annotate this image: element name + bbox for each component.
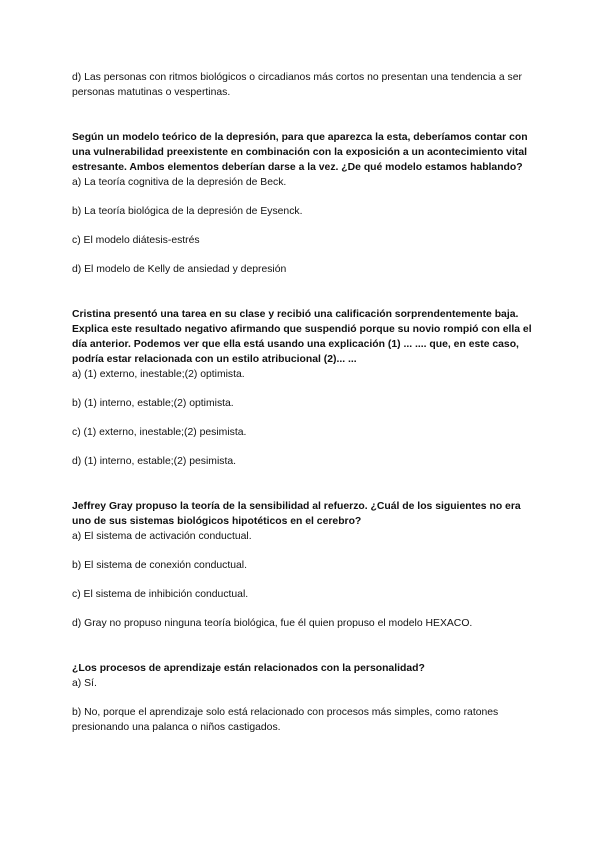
question-3-option-d: d) Gray no propuso ninguna teoría biológica, fue él quien propuso el modelo HEXACO. [72, 618, 473, 629]
question-2 [72, 307, 542, 469]
question-1 [72, 130, 542, 277]
question-1-option-c: c) El modelo diátesis-estrés [72, 235, 200, 246]
question-1-option-d: d) El modelo de Kelly de ansiedad y depresión [72, 264, 287, 275]
question-3-option-b: b) El sistema de conexión conductual. [72, 560, 248, 571]
question-4-prompt: ¿Los procesos de aprendizaje están relacionados con la personalidad? [72, 663, 425, 674]
question-2-option-a: a) (1) externo, inestable;(2) optimista. [72, 369, 245, 380]
question-4-option-b: b) No, porque el aprendizaje solo está relacionado con procesos más simples, como ratones presionando una palanca o niños castigados. [72, 707, 499, 733]
question-4 [72, 661, 542, 735]
intro-option-d: d) Las personas con ritmos biológicos o circadianos más cortos no presentan una tendencia a ser personas matutinas o vespertinas. [72, 72, 522, 98]
question-1-option-a: a) La teoría cognitiva de la depresión de Beck. [72, 177, 287, 188]
question-2-option-c: c) (1) externo, inestable;(2) pesimista. [72, 427, 247, 438]
question-1-prompt: Según un modelo teórico de la depresión, para que aparezca la esta, deberíamos contar con una vulnerabilidad preexistente en combinación con la exposición a un acontecimiento vital estresante. Ambos elementos deberían darse a la vez. ¿De qué modelo estamos hablando? [72, 132, 528, 173]
question-3-prompt: Jeffrey Gray propuso la teoría de la sensibilidad al refuerzo. ¿Cuál de los siguientes no era uno de sus sistemas biológicos hipotéticos en el cerebro? [72, 501, 521, 527]
document-page [72, 70, 542, 735]
question-4-option-a: a) Sí. [72, 678, 97, 689]
question-3 [72, 499, 542, 631]
question-3-option-c: c) El sistema de inhibición conductual. [72, 589, 249, 600]
question-3-option-a: a) El sistema de activación conductual. [72, 531, 252, 542]
question-2-prompt: Cristina presentó una tarea en su clase y recibió una calificación sorprendentemente baja. Explica este resultado negativo afirmando que suspendió porque su novio rompió con ella el día anterior. Podemos ver que ella está usando una explicación (1) ... .... que, en este caso, podría estar relacionada con un estilo atribucional (2)... ... [72, 309, 532, 365]
question-2-option-b: b) (1) interno, estable;(2) optimista. [72, 398, 234, 409]
question-2-option-d: d) (1) interno, estable;(2) pesimista. [72, 456, 237, 467]
question-1-option-b: b) La teoría biológica de la depresión de Eysenck. [72, 206, 303, 217]
